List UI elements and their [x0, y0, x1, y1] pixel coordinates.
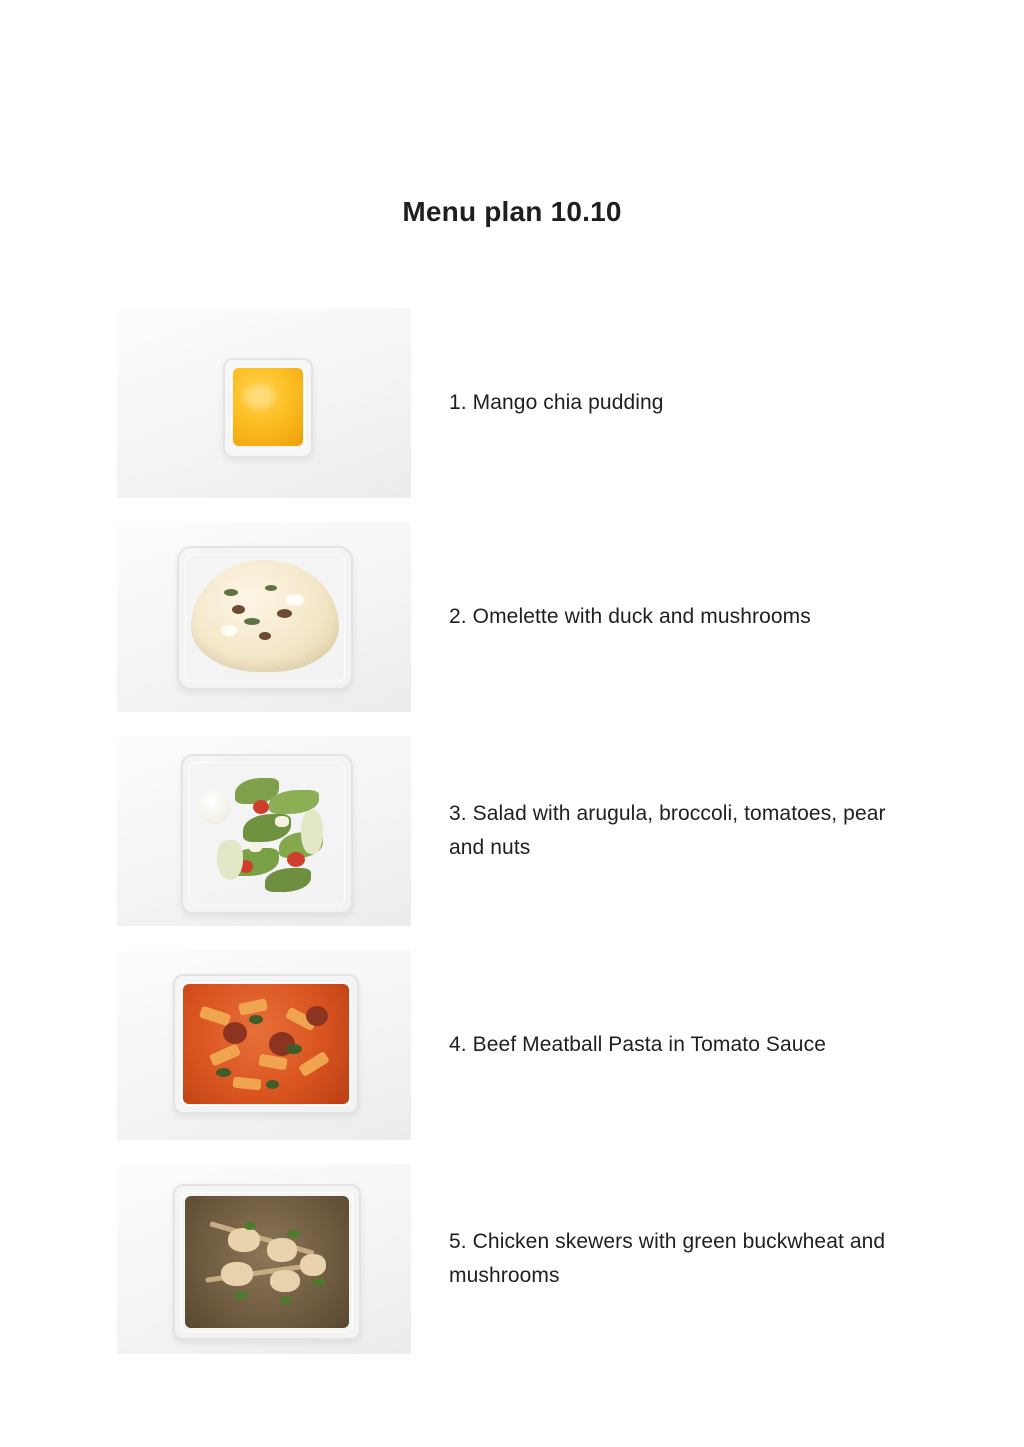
duck-bit — [277, 609, 292, 618]
mushroom-bit — [259, 632, 271, 640]
broccoli-floret — [197, 790, 231, 824]
nut-piece — [249, 842, 262, 852]
menu-item-list — [117, 296, 907, 1366]
list-item-label: 4. Beef Meatball Pasta in Tomato Sauce — [449, 1033, 826, 1056]
list-item-label: 5. Chicken skewers with green buckwheat and mushrooms — [449, 1230, 886, 1287]
spinach-bit — [286, 1044, 302, 1054]
mango-chia-pudding-photo — [117, 308, 411, 498]
spinach-bit — [266, 1080, 279, 1089]
pear-slice — [301, 810, 323, 854]
mango-puree — [233, 368, 303, 446]
tomato-piece — [253, 800, 269, 814]
list-item-label: 3. Salad with arugula, broccoli, tomatoes, pear and nuts — [449, 802, 886, 859]
cheese-bit — [286, 594, 304, 606]
penne-piece — [232, 1076, 261, 1090]
penne-piece — [198, 1006, 230, 1027]
nut-piece — [275, 816, 289, 827]
list-item — [117, 296, 907, 510]
chicken-piece — [270, 1270, 300, 1292]
penne-piece — [259, 1054, 289, 1071]
spinach-bit — [249, 1015, 263, 1024]
herb-bit — [313, 1278, 325, 1286]
skewer-stick — [209, 1221, 314, 1256]
omelette-with-duck-and-mushrooms-photo — [117, 522, 411, 712]
herb-bit — [265, 585, 277, 591]
list-item — [117, 510, 907, 724]
herb-bit — [224, 589, 238, 596]
tomato-sauce — [183, 984, 349, 1104]
chicken-skewers-with-green-buckwheat-and-mushrooms-photo — [117, 1164, 411, 1354]
meatball — [223, 1022, 247, 1044]
meal-container — [173, 1184, 361, 1340]
pear-slice — [217, 840, 243, 880]
page-title: Menu plan 10.10 — [402, 196, 622, 227]
chicken-piece — [221, 1262, 253, 1286]
herb-bit — [244, 618, 260, 625]
chicken-piece — [300, 1254, 326, 1276]
list-item-label: 2. Omelette with duck and mushrooms — [449, 605, 811, 628]
list-item-label: 1. Mango chia pudding — [449, 391, 664, 414]
list-item — [117, 938, 907, 1152]
salad-with-arugula-broccoli-tomatoes-pear-and-nuts-photo — [117, 736, 411, 926]
meal-container — [173, 974, 359, 1114]
green-buckwheat-with-mushrooms — [185, 1196, 349, 1328]
herb-bit — [287, 1230, 300, 1238]
list-item — [117, 1152, 907, 1366]
herb-bit — [234, 1291, 248, 1299]
list-item — [117, 724, 907, 938]
spinach-bit — [216, 1068, 231, 1077]
duck-bit — [232, 605, 245, 614]
penne-piece — [298, 1051, 330, 1077]
chicken-piece — [228, 1228, 260, 1252]
meatball — [306, 1006, 328, 1026]
herb-bit — [280, 1296, 292, 1304]
penne-piece — [238, 998, 268, 1016]
chicken-piece — [267, 1238, 297, 1262]
cheese-bit — [221, 625, 237, 636]
penne-piece — [208, 1043, 240, 1066]
meal-container — [223, 358, 313, 458]
beef-meatball-pasta-in-tomato-sauce-photo — [117, 950, 411, 1140]
meal-container — [181, 754, 353, 914]
meal-container — [177, 546, 353, 690]
tomato-piece — [287, 852, 305, 867]
